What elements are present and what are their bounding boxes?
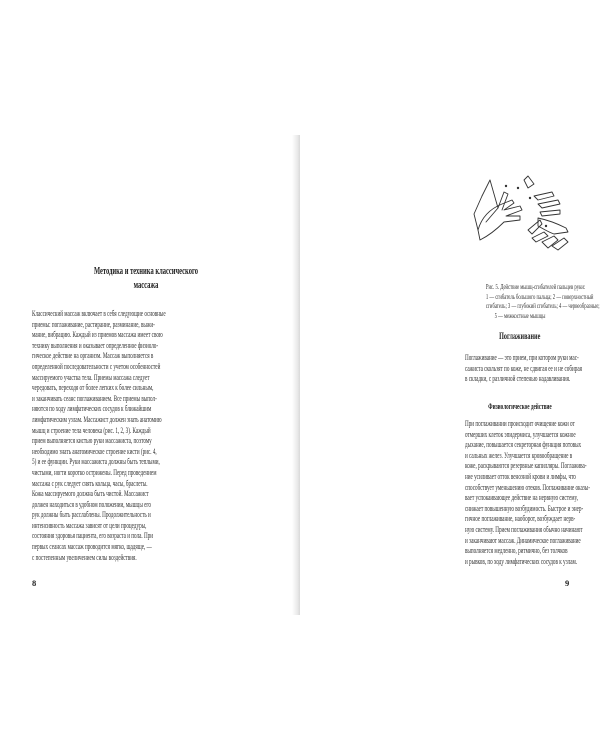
figure-caption [465, 282, 600, 320]
left-paragraph [32, 308, 257, 562]
section-title-text: Поглаживание [499, 332, 541, 342]
text-line: массируемого участка тела. Приемы массажа следует [32, 371, 150, 382]
text-line: и сальных желез. Улучшается кровообращение в [465, 449, 573, 460]
text-line: рук должны быть расслаблены. Продолжительность и [32, 509, 151, 520]
text-line: сажиста скользят по коже, не сдвигая ее и не собирая [465, 362, 582, 373]
text-line: и рывков, по ходу лимфатических сосудов к узлам. [465, 555, 578, 566]
text-line: мание, вибрацию. Каждый из приемов массажа имеет свою [32, 329, 163, 340]
text-line: прием выполняется кистью руки массажиста, поэтому [32, 435, 152, 446]
text-line: чередовать, переходя от более легких к более сильным, [32, 382, 154, 393]
text-line: первых сеансах массаж проводится мягко, щадяще, — [32, 541, 152, 552]
text-line: интенсивность массажа зависят от цели процедуры, [32, 519, 147, 530]
chapter-title [78, 265, 214, 293]
chapter-title-line: Методика и техника классического [93, 266, 199, 277]
text-line: снижает повышенную возбудимость. Быстрое и энер- [465, 502, 584, 513]
text-line: с постепенным увеличением силы воздействия. [32, 551, 137, 562]
hands-illustration [468, 170, 574, 260]
text-line: При поглаживании происходит очищение кожи от [465, 418, 575, 428]
subsection-title-text: Физиологическое действие [488, 402, 552, 411]
section-title [465, 332, 575, 342]
text-line: необходимо знать анатомическое строение кисти (рис. 4, [32, 445, 157, 456]
text-line: массажа с рук следует снять кольца, часы, браслеты. [32, 477, 148, 488]
text-line: Классический массаж включает в себя следующие основные [32, 308, 166, 318]
text-line: отмерших клеток эпидермиса, улучшается кожное [465, 428, 576, 439]
text-line: должен находиться в удобном положении, мышцы его [32, 498, 151, 509]
section-paragraph [465, 352, 582, 384]
text-line: ние усиливает отток венозной крови и лимфы, что [465, 470, 576, 481]
text-line: мышц и строение тела человека (рис. 1, 2, 3). Каждый [32, 424, 151, 435]
text-line: 5) и ее функции. Руки массажиста должны быть теплыми, [32, 456, 160, 467]
text-line: и заканчивают массаж. Динамическое поглаживание [465, 534, 581, 545]
subsection-title [465, 402, 575, 411]
subsection-paragraph [465, 418, 590, 566]
chapter-title-line: массажа [133, 280, 159, 291]
text-line: в складки, с различной степенью надавливания. [465, 373, 571, 384]
caption-line: 1 — сгибатель большого пальца; 2 — поверхностный [485, 291, 594, 301]
text-line: определенной последовательности с учетом особенностей [32, 360, 161, 371]
text-line: лимфатическим узлам. Массажист должен знать анатомию [32, 413, 162, 424]
text-line: Поглаживание — это прием, при котором руки мас- [465, 352, 579, 362]
caption-line: сгибатель; 3 — глубокий сгибатель; 4 — червеобразные; [485, 301, 600, 311]
text-line: технику выполнения и оказывает определенное физиоло- [32, 339, 159, 350]
text-line: чистыми, ногти коротко острижены. Перед проведением [32, 466, 157, 477]
text-line: выполняется медленно, ритмично, без толчков [465, 545, 568, 556]
caption-line: 5 — межкостные мышцы [494, 310, 546, 320]
text-line: гичное поглаживание, наоборот, возбуждает нерв- [465, 513, 576, 524]
text-line: и заканчивать сеанс поглаживанием. Все приемы выпол- [32, 392, 157, 403]
text-line: Кожа массируемого должна быть чистой. Массажист [32, 488, 149, 499]
caption-line: Рис. 5. Действие мышц-сгибателей пальцев руки: [485, 282, 586, 291]
page-number-right: 9 [565, 578, 570, 588]
text-line: няются по ходу лимфатических сосудов к ближайшим [32, 403, 152, 414]
page-number-left: 8 [32, 578, 37, 588]
text-line: приемы: поглаживание, растирание, разминание, выжи- [32, 318, 155, 329]
text-line: состояния здоровья пациента, его возраста и пола. При [32, 530, 154, 541]
text-line: вает успокаивающее действие на нервную систему, [465, 492, 578, 503]
text-line: ную систему. Прием поглаживания обычно начинают [465, 523, 583, 534]
text-line: способствует уменьшению отеков. Поглаживание оказы- [465, 481, 590, 492]
text-line: дыхание, повышается секреторная функция потовых [465, 439, 582, 450]
text-line: коже, раскрываются резервные капилляры. Поглажива- [465, 460, 587, 471]
text-line: гическое действие на организм. Массаж выполняется в [32, 350, 154, 361]
